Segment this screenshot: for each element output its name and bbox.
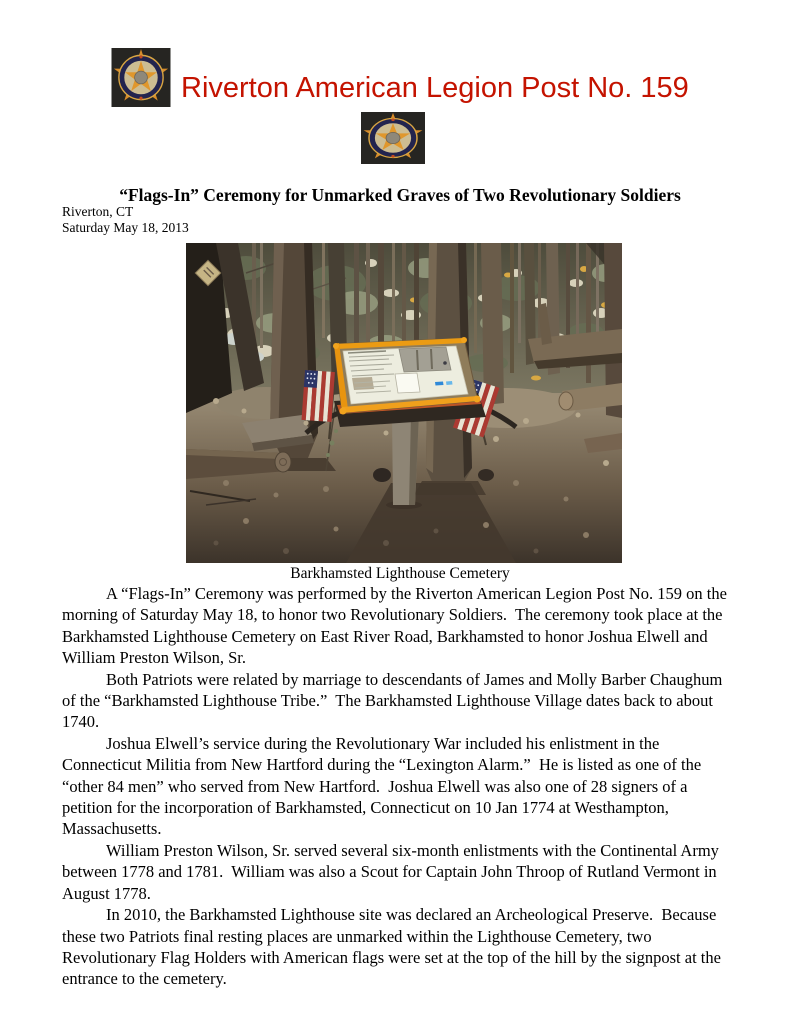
photo-caption: Barkhamsted Lighthouse Cemetery: [290, 565, 510, 582]
paragraph: William Preston Wilson, Sr. served several six-month enlistments with the Continental Army between 1778 and 1781. William was also a Scout for Captain John Throop of Rutland Vermont in August 1778.: [62, 840, 724, 903]
interpretive-sign: [333, 337, 486, 427]
paragraph: A “Flags-In” Ceremony was performed by the Riverton American Legion Post No. 159 on the morning of Saturday May 18, to honor two Revolutionary Soldiers. The ceremony took place at the Barkhamsted Lighthouse Cemetery on East River Road, Barkhamsted to honor Joshua Elwell and William Preston Wilson, Sr.: [62, 584, 732, 668]
cemetery-photo-illustration: [186, 243, 622, 563]
cemetery-photo: [186, 243, 622, 563]
american-legion-emblem-icon: [111, 48, 171, 107]
dateline: [62, 204, 189, 235]
american-legion-emblem-icon: [361, 112, 425, 164]
paragraph: Both Patriots were related by marriage to descendants of James and Molly Barber Chaughum of the “Barkhamsted Lighthouse Tribe.” The Barkhamsted Lighthouse Village dates back to about 1740.: [62, 669, 727, 732]
page-title: Riverton American Legion Post No. 159: [181, 72, 689, 104]
article-body: [62, 583, 739, 990]
dateline-date: Saturday May 18, 2013: [62, 219, 189, 235]
dateline-location: Riverton, CT: [62, 204, 134, 219]
article-headline: “Flags-In” Ceremony for Unmarked Graves of Two Revolutionary Soldiers: [119, 185, 681, 205]
paragraph: Joshua Elwell’s service during the Revolutionary War included his enlistment in the Connecticut Militia from New Hartford during the “Lexington Alarm.” He is listed as one of the “other 84 men” who served from New Hartford. Joshua Elwell was also one of 28 signers of a petition for the incorporation of Barkhamsted, Connecticut on 10 Jan 1774 at Westhampton, Massachusetts.: [62, 733, 706, 839]
paragraph: In 2010, the Barkhamsted Lighthouse site was declared an Archeological Preserve. Because these two Patriots final resting places are unmarked within the Lighthouse Cemetery, two Revolutionary Flag Holders with American flags were set at the top of the hill by the signpost at the entrance to the cemetery.: [62, 905, 726, 989]
